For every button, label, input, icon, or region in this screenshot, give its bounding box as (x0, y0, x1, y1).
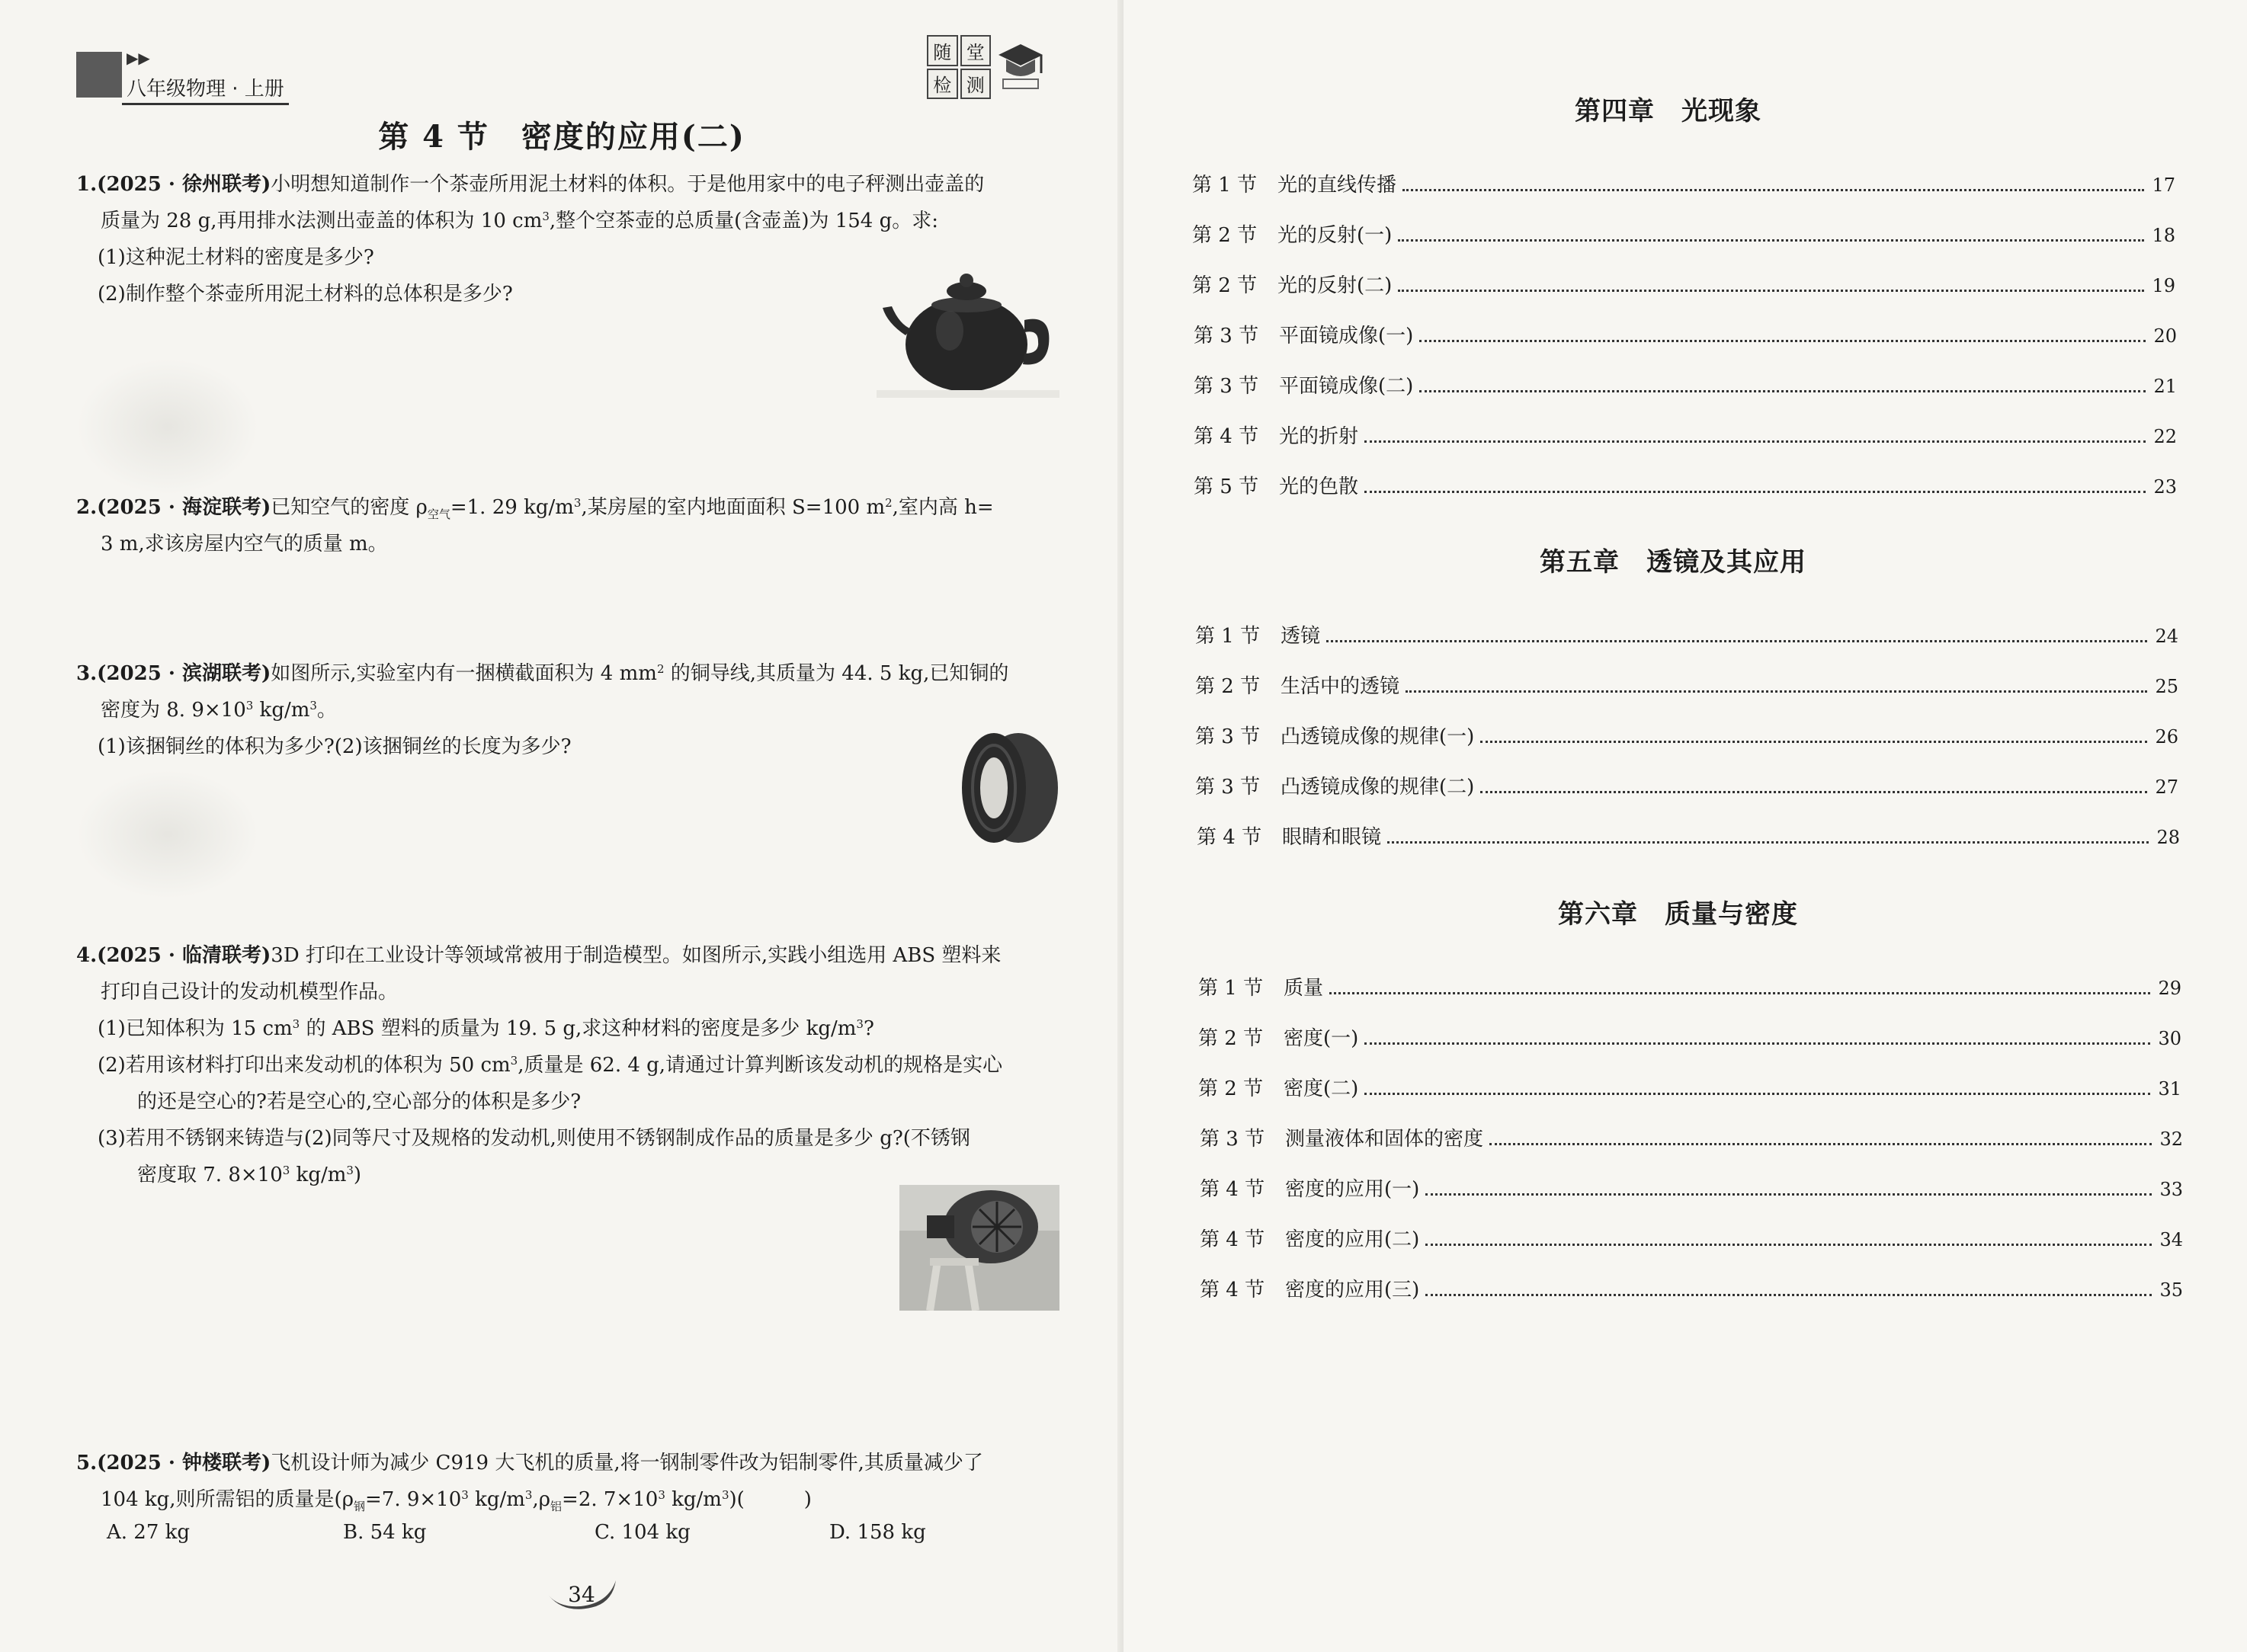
question-text: 质量为 28 g,再用排水法测出壶盖的体积为 10 cm (101, 210, 543, 232)
section-title: 第 4 节 密度的应用(二) (378, 119, 745, 155)
question-source: (2025 · 临清联考) (97, 944, 271, 967)
toc-entry[interactable] (1200, 1274, 2183, 1302)
superscript: 2 (656, 662, 665, 676)
superscript: 3 (245, 699, 254, 712)
question-text: )( ) (729, 1488, 812, 1511)
toc-name: 光的色散 (1279, 475, 1359, 498)
toc-section: 第 3 节 (1195, 776, 1261, 799)
superscript: 3 (856, 1017, 864, 1031)
question-text: 打印自己设计的发动机模型作品。 (101, 981, 399, 1004)
toc-section: 第 4 节 (1200, 1279, 1265, 1301)
toc-section: 第 2 节 (1195, 675, 1261, 698)
chapter-title: 第六章 质量与密度 (1558, 899, 1798, 930)
toc-entry[interactable] (1200, 1224, 2183, 1252)
toc-entry[interactable] (1198, 1023, 2181, 1051)
toc-leader (1425, 1294, 2152, 1296)
toc-section: 第 5 节 (1194, 475, 1259, 498)
sub-question: kg/m (290, 1164, 347, 1186)
superscript: 3 (524, 1488, 533, 1502)
toc-section: 第 4 节 (1197, 826, 1262, 849)
toc-leader (1489, 1143, 2152, 1145)
toc-leader (1425, 1193, 2152, 1196)
option-b: B. 54 kg (343, 1521, 427, 1544)
toc-section: 第 4 节 (1200, 1228, 1265, 1251)
toc-page: 27 (2155, 776, 2178, 798)
badge-char: 随 (927, 35, 958, 66)
sub-question: ? (863, 1017, 874, 1040)
superscript: 3 (658, 1488, 665, 1502)
sub-question: 的还是空心的?若是空心的,空心部分的体积是多少? (137, 1090, 582, 1113)
toc-leader (1364, 491, 2146, 493)
right-page-toc (1124, 0, 2247, 1652)
question-3 (76, 655, 1059, 765)
toc-entry[interactable] (1195, 671, 2178, 699)
question-source: (2025 · 海淀联考) (97, 496, 271, 519)
toc-section: 第 2 节 (1192, 274, 1258, 297)
toc-section: 第 3 节 (1200, 1128, 1265, 1151)
toc-leader (1480, 791, 2147, 793)
toc-entry[interactable] (1197, 821, 2180, 850)
toc-leader (1480, 741, 2147, 743)
toc-leader (1326, 640, 2147, 642)
toc-name: 光的折射 (1279, 425, 1359, 448)
toc-page: 25 (2155, 676, 2178, 697)
toc-entry[interactable] (1195, 620, 2178, 648)
option-d: D. 158 kg (829, 1521, 926, 1544)
sub-question: 的 ABS 塑料的质量为 19. 5 g,求这种材料的密度是多少 kg/m (300, 1017, 857, 1040)
toc-name: 密度的应用(一) (1285, 1178, 1420, 1201)
question-number: 5. (76, 1452, 98, 1474)
toc-page: 17 (2152, 174, 2175, 196)
question-text: ,某房屋的室内地面面积 S=100 m (581, 496, 886, 519)
question-number: 3. (76, 662, 98, 685)
badge-char: 测 (960, 69, 992, 100)
sub-question: (2)若用该材料打印出来发动机的体积为 50 cm (98, 1054, 511, 1077)
chapter-title: 第四章 光现象 (1575, 96, 1761, 126)
question-source: (2025 · 钟楼联考) (97, 1452, 271, 1474)
superscript: 3 (461, 1488, 469, 1502)
question-number: 1. (76, 173, 98, 196)
toc-name: 密度(二) (1284, 1077, 1359, 1100)
toc-page: 32 (2159, 1129, 2183, 1150)
question-source: (2025 · 徐州联考) (97, 173, 271, 196)
toc-name: 透镜 (1281, 625, 1321, 648)
question-text: 3 m,求该房屋内空气的质量 m。 (101, 533, 388, 555)
question-source: (2025 · 滨湖联考) (97, 662, 271, 685)
toc-section: 第 1 节 (1198, 977, 1264, 1000)
question-text: =1. 29 kg/m (450, 496, 574, 519)
toc-page: 21 (2153, 376, 2177, 397)
toc-name: 平面镜成像(二) (1279, 375, 1414, 398)
sub-question: 密度取 7. 8×10 (137, 1164, 283, 1186)
toc-leader (1329, 992, 2150, 994)
superscript: 3 (573, 496, 582, 510)
smudge (76, 770, 259, 899)
toc-entry[interactable] (1192, 219, 2175, 248)
toc-page: 31 (2158, 1078, 2181, 1100)
superscript: 3 (346, 1164, 354, 1177)
toc-section: 第 2 节 (1192, 224, 1258, 247)
toc-section: 第 1 节 (1195, 625, 1261, 648)
toc-name: 密度的应用(三) (1285, 1279, 1420, 1301)
header-arrows-icon: ▶▶ (127, 49, 150, 67)
toc-name: 光的反射(二) (1277, 274, 1393, 297)
toc-entry[interactable] (1195, 721, 2178, 749)
question-text: ,室内高 h= (892, 496, 994, 519)
subscript: 铝 (550, 1500, 563, 1514)
question-text: 小明想知道制作一个茶壶所用泥土材料的体积。于是他用家中的电子秤测出壶盖的 (271, 173, 985, 196)
question-text: 已知空气的密度 ρ (271, 496, 428, 519)
sub-question: (1)这种泥土材料的密度是多少? (98, 246, 374, 269)
toc-page: 22 (2153, 426, 2177, 447)
superscript: 3 (309, 699, 317, 712)
question-text: 的铜导线,其质量为 44. 5 kg,已知铜的 (664, 662, 1009, 685)
toc-section: 第 3 节 (1194, 375, 1259, 398)
toc-section: 第 4 节 (1200, 1178, 1265, 1201)
chapter-title: 第五章 透镜及其应用 (1540, 547, 1806, 578)
question-text: ,整个空茶壶的总质量(含壶盖)为 154 g。求: (549, 210, 939, 232)
toc-page: 18 (2152, 225, 2175, 246)
subscript: 钢 (353, 1500, 365, 1514)
toc-section: 第 4 节 (1194, 425, 1259, 448)
badge-char: 检 (927, 69, 958, 100)
header-title: 八年级物理 · 上册 (122, 73, 289, 105)
option-c: C. 104 kg (595, 1521, 691, 1544)
toc-leader (1387, 841, 2149, 844)
question-text: 密度为 8. 9×10 (101, 699, 246, 722)
toc-leader (1398, 290, 2144, 292)
question-text: =2. 7×10 (562, 1488, 659, 1511)
subscript: 空气 (427, 507, 450, 522)
toc-leader (1406, 690, 2147, 693)
toc-name: 光的直线传播 (1277, 174, 1397, 197)
toc-page: 19 (2152, 275, 2175, 296)
toc-leader (1364, 1093, 2150, 1095)
question-text: kg/m (665, 1488, 722, 1511)
superscript: 3 (292, 1017, 300, 1031)
superscript: 2 (885, 496, 893, 510)
question-5 (76, 1445, 1059, 1518)
toc-entry[interactable] (1200, 1123, 2183, 1151)
page-number: 34 (568, 1581, 595, 1607)
engine-model-photo (899, 1185, 1059, 1311)
question-text: kg/m (253, 699, 310, 722)
toc-leader (1364, 440, 2146, 443)
toc-name: 凸透镜成像的规律(一) (1281, 725, 1475, 748)
sub-question: ) (353, 1164, 362, 1186)
teapot-photo (877, 268, 1059, 398)
toc-page: 30 (2158, 1028, 2181, 1049)
toc-name: 测量液体和固体的密度 (1285, 1128, 1484, 1151)
toc-name: 眼睛和眼镜 (1282, 826, 1382, 849)
toc-name: 密度的应用(二) (1285, 1228, 1420, 1251)
option-a: A. 27 kg (107, 1521, 191, 1544)
header-block (76, 52, 122, 98)
toc-leader (1364, 1042, 2150, 1045)
toc-section: 第 2 节 (1198, 1077, 1264, 1100)
toc-entry[interactable] (1198, 1073, 2181, 1101)
toc-page: 20 (2153, 325, 2177, 347)
question-text: =7. 9×10 (365, 1488, 462, 1511)
superscript: 3 (510, 1054, 518, 1068)
toc-entry[interactable] (1192, 270, 2175, 298)
toc-entry[interactable] (1194, 320, 2177, 348)
sub-question: ,质量是 62. 4 g,请通过计算判断该发动机的规格是实心 (518, 1054, 1003, 1077)
toc-entry[interactable] (1194, 421, 2177, 449)
toc-entry[interactable] (1200, 1173, 2183, 1202)
toc-page: 23 (2153, 476, 2177, 498)
toc-leader (1419, 390, 2146, 392)
badge-char: 堂 (960, 35, 992, 66)
graduation-cap-icon (995, 38, 1046, 91)
toc-section: 第 1 节 (1192, 174, 1258, 197)
practice-badge (927, 35, 991, 99)
toc-entry[interactable] (1194, 471, 2177, 499)
toc-name: 密度(一) (1284, 1027, 1359, 1050)
sub-question: (1)已知体积为 15 cm (98, 1017, 293, 1040)
question-text: 104 kg,则所需铝的质量是(ρ (101, 1488, 354, 1511)
question-number: 4. (76, 944, 98, 967)
question-2 (76, 489, 1059, 562)
question-number: 2. (76, 496, 98, 519)
sub-question: (2)制作整个茶壶所用泥土材料的总体积是多少? (98, 283, 513, 306)
toc-page: 33 (2159, 1179, 2183, 1200)
toc-page: 34 (2159, 1229, 2183, 1250)
toc-name: 凸透镜成像的规律(二) (1281, 776, 1475, 799)
toc-section: 第 2 节 (1198, 1027, 1264, 1050)
toc-section: 第 3 节 (1194, 325, 1259, 347)
question-text: 飞机设计师为减少 C919 大飞机的质量,将一钢制零件改为铝制零件,其质量减少了 (271, 1452, 983, 1474)
toc-leader (1402, 189, 2144, 191)
toc-page: 24 (2155, 626, 2178, 647)
question-text: 。 (316, 699, 337, 722)
question-text: 3D 打印在工业设计等领域常被用于制造模型。如图所示,实践小组选用 ABS 塑料来 (271, 944, 1002, 967)
sub-question: (3)若用不锈钢来铸造与(2)同等尺寸及规格的发动机,则使用不锈钢制成作品的质量是多少 g?(不锈钢 (98, 1127, 970, 1150)
toc-entry[interactable] (1198, 972, 2181, 1000)
question-text: kg/m (468, 1488, 525, 1511)
toc-page: 28 (2156, 827, 2180, 848)
toc-leader (1398, 239, 2144, 242)
toc-leader (1425, 1244, 2152, 1246)
copper-wire-coil-photo (953, 724, 1059, 853)
superscript: 3 (282, 1164, 290, 1177)
toc-page: 29 (2158, 978, 2181, 999)
toc-name: 生活中的透镜 (1281, 675, 1400, 698)
toc-entry[interactable] (1195, 771, 2178, 799)
toc-entry[interactable] (1194, 370, 2177, 399)
toc-page: 35 (2159, 1279, 2183, 1301)
toc-name: 光的反射(一) (1277, 224, 1393, 247)
superscript: 3 (542, 210, 550, 223)
question-4 (76, 937, 1059, 1193)
question-text: 如图所示,实验室内有一捆横截面积为 4 mm (271, 662, 657, 685)
superscript: 3 (721, 1488, 729, 1502)
toc-leader (1419, 340, 2146, 342)
toc-entry[interactable] (1192, 169, 2175, 197)
toc-page: 26 (2155, 726, 2178, 748)
toc-name: 质量 (1284, 977, 1324, 1000)
sub-question: (1)该捆铜丝的体积为多少?(2)该捆铜丝的长度为多少? (98, 735, 572, 758)
toc-section: 第 3 节 (1195, 725, 1261, 748)
toc-name: 平面镜成像(一) (1279, 325, 1414, 347)
question-text: ,ρ (532, 1488, 551, 1511)
smudge (76, 358, 259, 495)
